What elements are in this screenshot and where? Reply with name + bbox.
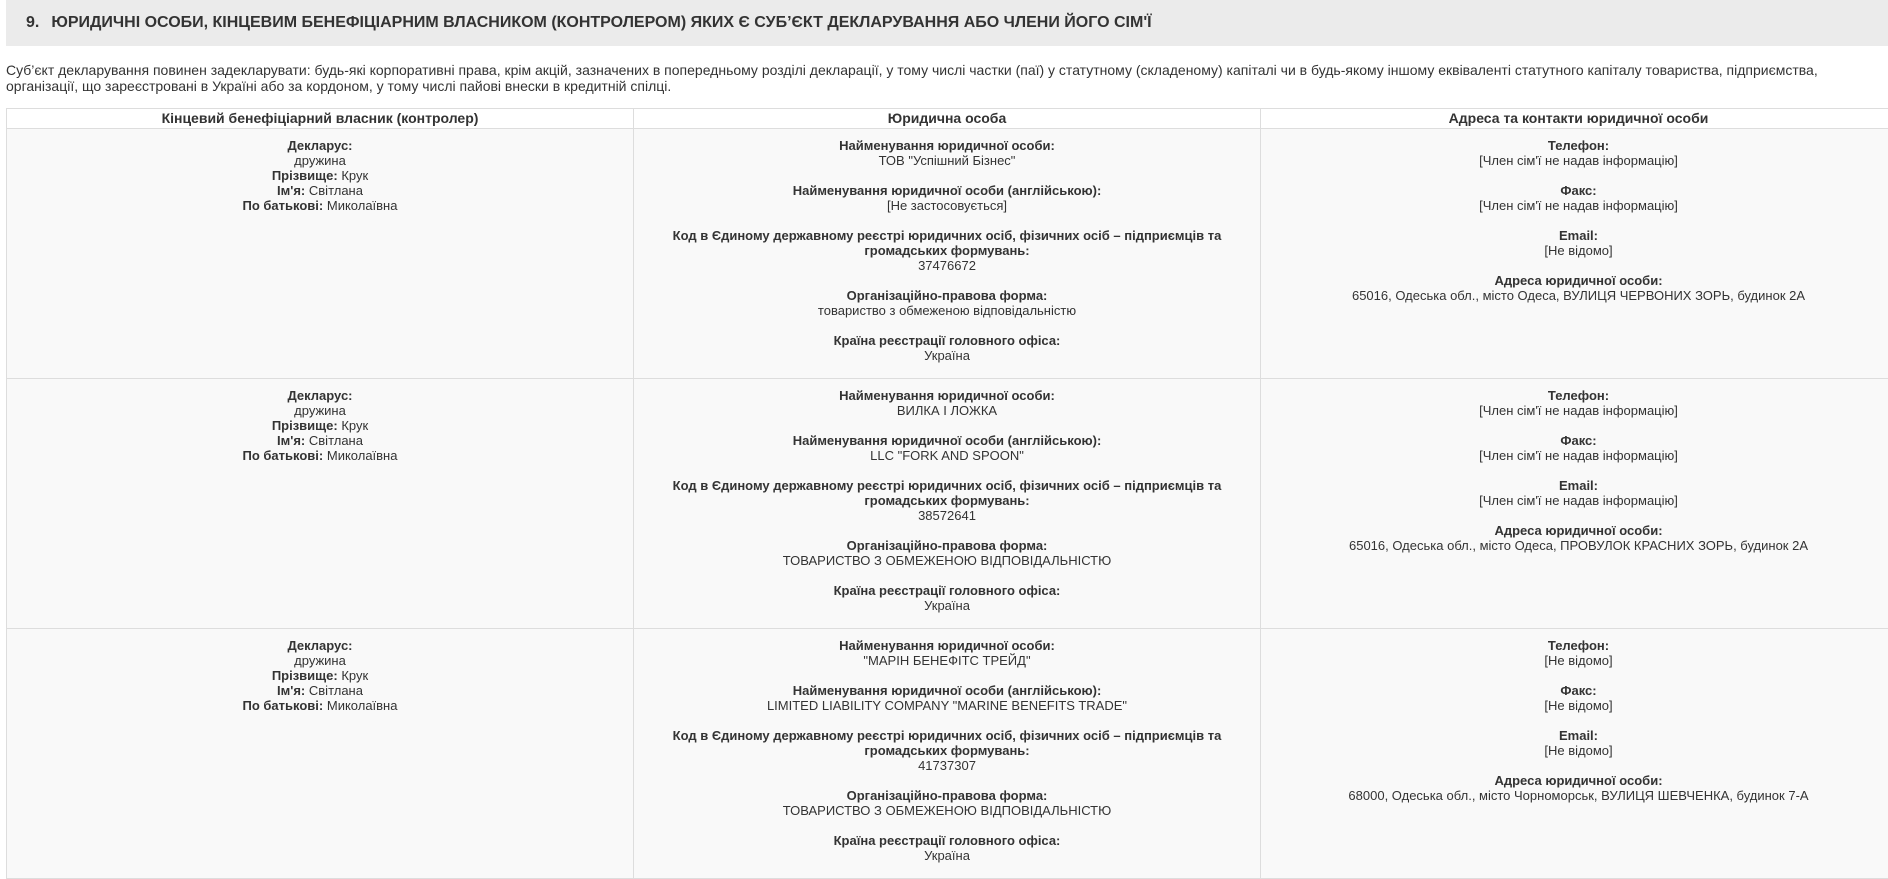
owner-name: Світлана bbox=[309, 433, 363, 448]
fax: [Член сім'ї не надав інформацію] bbox=[1269, 448, 1888, 463]
phone-label: Телефон: bbox=[1269, 388, 1888, 403]
entity-cell bbox=[634, 129, 1261, 379]
contacts-cell bbox=[1261, 129, 1888, 379]
owner-patronymic: Миколаївна bbox=[327, 448, 398, 463]
email: [Член сім'ї не надав інформацію] bbox=[1269, 493, 1888, 508]
phone: [Член сім'ї не надав інформацію] bbox=[1269, 153, 1888, 168]
declarant-label: Декларус: bbox=[287, 638, 352, 653]
patronymic-label: По батькові: bbox=[243, 698, 324, 713]
entity-name-en-label: Найменування юридичної особи (англійською): bbox=[642, 433, 1252, 448]
legal-form-label: Організаційно-правова форма: bbox=[642, 788, 1252, 803]
beneficial-owner-table bbox=[6, 108, 1888, 879]
email-label: Email: bbox=[1269, 228, 1888, 243]
edr-code-label: Код в Єдиному державному реєстрі юридичних осіб, фізичних осіб – підприємців та громадських формувань: bbox=[672, 228, 1222, 258]
table-header-row bbox=[7, 109, 1888, 129]
column-header-owner: Кінцевий бенефіціарний власник (контролер) bbox=[7, 109, 634, 129]
surname-label: Прізвище: bbox=[272, 418, 338, 433]
edr-code: 41737307 bbox=[672, 758, 1222, 773]
name-label: Ім'я: bbox=[277, 433, 305, 448]
address: 65016, Одеська обл., місто Одеса, ПРОВУЛОК КРАСНИХ ЗОРЬ, будинок 2А bbox=[1269, 538, 1888, 553]
entity-name: "МАРІН БЕНЕФІТС ТРЕЙД" bbox=[642, 653, 1252, 668]
entity-cell bbox=[634, 629, 1261, 879]
owner-name: Світлана bbox=[309, 683, 363, 698]
owner-name: Світлана bbox=[309, 183, 363, 198]
section-intro: Суб’єкт декларування повинен задекларувати: будь-які корпоративні права, крім акцій, зазначених в попередньому розділі декларації, у тому числі частки (паї) у статутному (складеному) капіталі чи в будь-якому іншому еквіваленті статутного капіталу товариства, підприємства, організації, що зареєстровані в Україні або за кордоном, у тому числі пайові внески в кредитній спілці. bbox=[6, 62, 1876, 94]
owner-surname: Крук bbox=[341, 668, 368, 683]
table-row bbox=[7, 629, 1888, 879]
edr-code: 37476672 bbox=[672, 258, 1222, 273]
fax: [Член сім'ї не надав інформацію] bbox=[1269, 198, 1888, 213]
contacts-cell bbox=[1261, 629, 1888, 879]
address-label: Адреса юридичної особи: bbox=[1269, 773, 1888, 788]
table-row bbox=[7, 379, 1888, 629]
section-number: 9. bbox=[26, 14, 39, 31]
email: [Не відомо] bbox=[1269, 243, 1888, 258]
owner-cell bbox=[7, 629, 634, 879]
entity-name: ТОВ "Успішний Бізнес" bbox=[642, 153, 1252, 168]
phone-label: Телефон: bbox=[1269, 138, 1888, 153]
owner-surname: Крук bbox=[341, 168, 368, 183]
edr-code-label: Код в Єдиному державному реєстрі юридичних осіб, фізичних осіб – підприємців та громадських формувань: bbox=[672, 478, 1222, 508]
section-header bbox=[6, 0, 1888, 46]
legal-form-label: Організаційно-правова форма: bbox=[642, 538, 1252, 553]
contacts-cell bbox=[1261, 379, 1888, 629]
country-label: Країна реєстрації головного офіса: bbox=[642, 583, 1252, 598]
address: 65016, Одеська обл., місто Одеса, ВУЛИЦЯ ЧЕРВОНИХ ЗОРЬ, будинок 2А bbox=[1269, 288, 1888, 303]
phone-label: Телефон: bbox=[1269, 638, 1888, 653]
legal-form: товариство з обмеженою відповідальністю bbox=[642, 303, 1252, 318]
country: Україна bbox=[642, 598, 1252, 613]
owner-surname: Крук bbox=[341, 418, 368, 433]
edr-code-label: Код в Єдиному державному реєстрі юридичних осіб, фізичних осіб – підприємців та громадських формувань: bbox=[672, 728, 1222, 758]
entity-cell bbox=[634, 379, 1261, 629]
fax: [Не відомо] bbox=[1269, 698, 1888, 713]
address-label: Адреса юридичної особи: bbox=[1269, 523, 1888, 538]
email-label: Email: bbox=[1269, 728, 1888, 743]
entity-name: ВИЛКА І ЛОЖКА bbox=[642, 403, 1252, 418]
owner-relation: дружина bbox=[294, 403, 346, 418]
email-label: Email: bbox=[1269, 478, 1888, 493]
declarant-label: Декларус: bbox=[287, 388, 352, 403]
country-label: Країна реєстрації головного офіса: bbox=[642, 833, 1252, 848]
entity-name-en-label: Найменування юридичної особи (англійською): bbox=[642, 183, 1252, 198]
legal-form: ТОВАРИСТВО З ОБМЕЖЕНОЮ ВІДПОВІДАЛЬНІСТЮ bbox=[642, 553, 1252, 568]
entity-name-en: [Не застосовується] bbox=[642, 198, 1252, 213]
column-header-contacts: Адреса та контакти юридичної особи bbox=[1261, 109, 1888, 129]
owner-relation: дружина bbox=[294, 653, 346, 668]
surname-label: Прізвище: bbox=[272, 168, 338, 183]
surname-label: Прізвище: bbox=[272, 668, 338, 683]
address-label: Адреса юридичної особи: bbox=[1269, 273, 1888, 288]
entity-name-label: Найменування юридичної особи: bbox=[642, 638, 1252, 653]
patronymic-label: По батькові: bbox=[243, 448, 324, 463]
owner-relation: дружина bbox=[294, 153, 346, 168]
fax-label: Факс: bbox=[1269, 433, 1888, 448]
entity-name-label: Найменування юридичної особи: bbox=[642, 388, 1252, 403]
entity-name-label: Найменування юридичної особи: bbox=[642, 138, 1252, 153]
phone: [Член сім'ї не надав інформацію] bbox=[1269, 403, 1888, 418]
fax-label: Факс: bbox=[1269, 183, 1888, 198]
entity-name-en: LIMITED LIABILITY COMPANY "MARINE BENEFITS TRADE" bbox=[642, 698, 1252, 713]
owner-cell bbox=[7, 129, 634, 379]
owner-patronymic: Миколаївна bbox=[327, 198, 398, 213]
name-label: Ім'я: bbox=[277, 183, 305, 198]
legal-form: ТОВАРИСТВО З ОБМЕЖЕНОЮ ВІДПОВІДАЛЬНІСТЮ bbox=[642, 803, 1252, 818]
entity-name-en-label: Найменування юридичної особи (англійською): bbox=[642, 683, 1252, 698]
edr-code: 38572641 bbox=[672, 508, 1222, 523]
owner-cell bbox=[7, 379, 634, 629]
email: [Не відомо] bbox=[1269, 743, 1888, 758]
legal-form-label: Організаційно-правова форма: bbox=[642, 288, 1252, 303]
entity-name-en: LLC "FORK AND SPOON" bbox=[642, 448, 1252, 463]
phone: [Не відомо] bbox=[1269, 653, 1888, 668]
section-title: ЮРИДИЧНІ ОСОБИ, КІНЦЕВИМ БЕНЕФІЦІАРНИМ ВЛАСНИКОМ (КОНТРОЛЕРОМ) ЯКИХ Є СУБ’ЄКТ ДЕКЛАРУВАННЯ АБО ЧЛЕНИ ЙОГО СІМ'Ї bbox=[51, 14, 1151, 31]
patronymic-label: По батькові: bbox=[243, 198, 324, 213]
address: 68000, Одеська обл., місто Чорноморськ, ВУЛИЦЯ ШЕВЧЕНКА, будинок 7-А bbox=[1269, 788, 1888, 803]
country: Україна bbox=[642, 848, 1252, 863]
column-header-entity: Юридична особа bbox=[634, 109, 1261, 129]
country-label: Країна реєстрації головного офіса: bbox=[642, 333, 1252, 348]
owner-patronymic: Миколаївна bbox=[327, 698, 398, 713]
name-label: Ім'я: bbox=[277, 683, 305, 698]
country: Україна bbox=[642, 348, 1252, 363]
fax-label: Факс: bbox=[1269, 683, 1888, 698]
table-row bbox=[7, 129, 1888, 379]
declarant-label: Декларус: bbox=[287, 138, 352, 153]
